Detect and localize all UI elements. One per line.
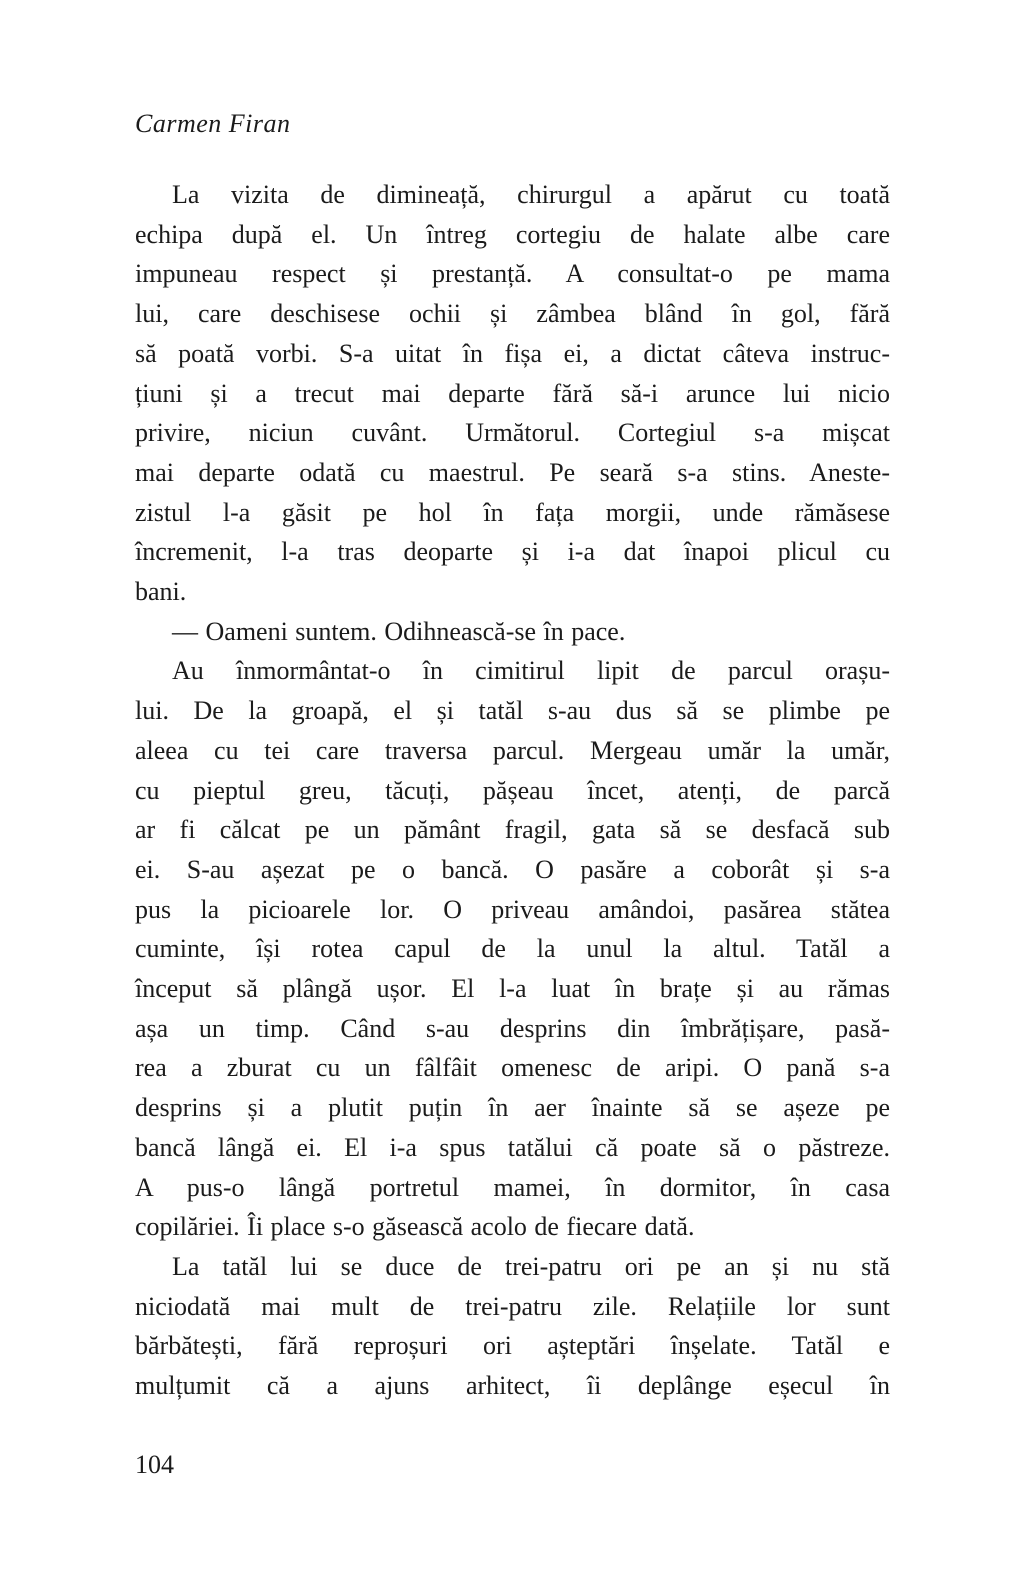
text-line: bancă lângă ei. El i-a spus tatălui că poate să o păstreze. <box>135 1132 890 1162</box>
paragraph <box>135 612 890 652</box>
paragraph <box>135 651 890 1247</box>
text-line: bani. <box>135 577 187 607</box>
text-line: copilăriei. Îi place s-o găsească acolo de fiecare dată. <box>135 1212 695 1242</box>
paragraph <box>135 1247 890 1406</box>
text-line: aleea cu tei care traversa parcul. Mergeau umăr la umăr, <box>135 735 890 765</box>
text-line: Au înmormântat-o în cimitirul lipit de parcul orașu- <box>172 656 890 686</box>
text-line: ei. S-au așezat pe o bancă. O pasăre a coborât și s-a <box>135 854 890 884</box>
text-line: privire, niciun cuvânt. Următorul. Cortegiul s-a mișcat <box>135 418 890 448</box>
page-number: 104 <box>135 1449 174 1479</box>
text-line: lui, care deschisese ochii și zâmbea blând în gol, fără <box>135 299 890 329</box>
text-line: desprins și a plutit puțin în aer înainte să se așeze pe <box>135 1093 890 1123</box>
text-line: — Oameni suntem. Odihnească-se în pace. <box>172 616 626 646</box>
text-line: niciodată mai mult de trei-patru zile. Relațiile lor sunt <box>135 1291 890 1321</box>
text-line: echipa după el. Un întreg cortegiu de halate albe care <box>135 219 890 249</box>
text-line: rea a zburat cu un fâlfâit omenesc de aripi. O pană s-a <box>135 1053 890 1083</box>
body-text <box>135 175 890 1406</box>
text-line: mai departe odată cu maestrul. Pe seară s-a stins. Aneste- <box>135 457 890 487</box>
text-line: să poată vorbi. S-a uitat în fișa ei, a dictat câteva instruc- <box>135 338 890 368</box>
paragraph <box>135 175 890 612</box>
text-line: așa un timp. Când s-au desprins din îmbrățișare, pasă- <box>135 1013 890 1043</box>
text-line: A pus-o lângă portretul mamei, în dormitor, în casa <box>135 1172 890 1202</box>
text-line: țiuni și a trecut mai departe fără să-i arunce lui nicio <box>135 378 890 408</box>
text-line: lui. De la groapă, el și tatăl s-au dus să se plimbe pe <box>135 696 890 726</box>
text-line: bărbătești, fără reproșuri ori așteptări înșelate. Tatăl e <box>135 1331 890 1361</box>
text-line: cuminte, își rotea capul de la unul la altul. Tatăl a <box>135 934 890 964</box>
text-line: impuneau respect și prestanță. A consultat-o pe mama <box>135 259 890 289</box>
text-line: cu pieptul greu, tăcuți, pășeau încet, atenți, de parcă <box>135 775 890 805</box>
text-line: mulțumit că a ajuns arhitect, îi deplânge eșecul în <box>135 1371 890 1401</box>
text-line: zistul l-a găsit pe hol în fața morgii, unde rămăsese <box>135 497 890 527</box>
text-line: La vizita de dimineață, chirurgul a apărut cu toată <box>172 180 890 209</box>
running-head-author: Carmen Firan <box>135 109 291 138</box>
text-line: La tatăl lui se duce de trei-patru ori pe an și nu stă <box>172 1251 890 1281</box>
text-line: început să plângă ușor. El l-a luat în brațe și au rămas <box>135 974 890 1004</box>
text-line: încremenit, l-a tras deoparte și i-a dat înapoi plicul cu <box>135 537 890 567</box>
text-line: pus la picioarele lor. O priveau amândoi, pasărea stătea <box>135 894 890 924</box>
text-line: ar fi călcat pe un pământ fragil, gata să se desfacă sub <box>135 815 890 845</box>
